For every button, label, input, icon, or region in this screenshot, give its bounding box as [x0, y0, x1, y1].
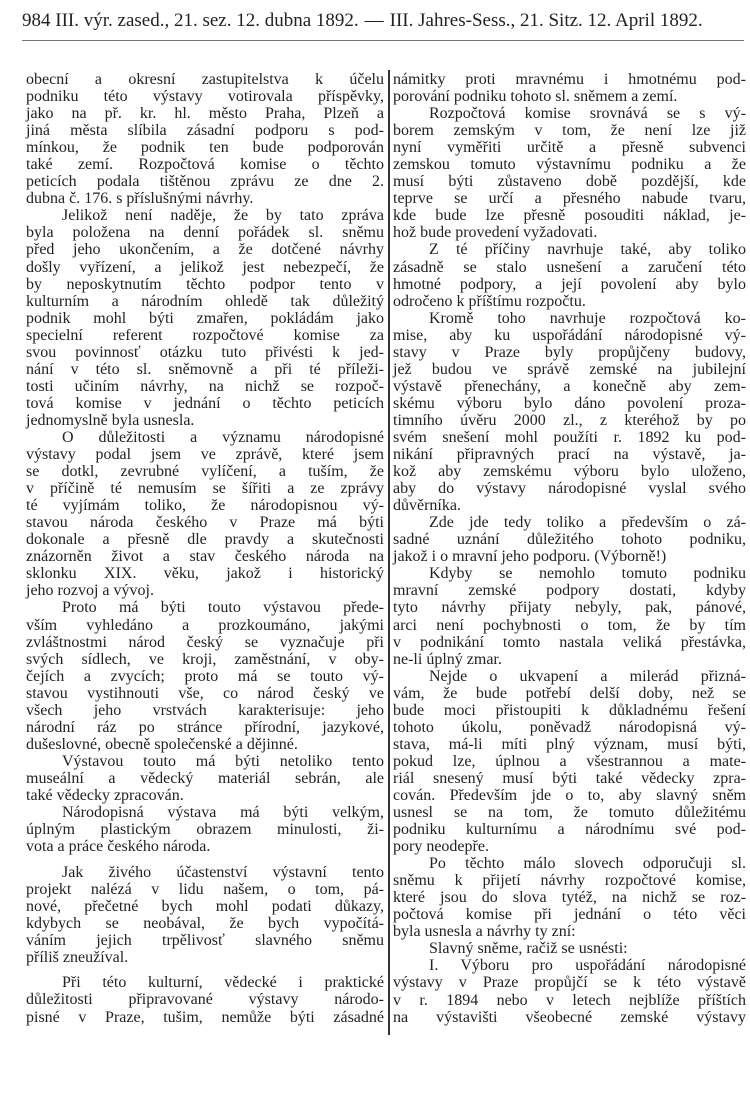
text-line: jeho rozvoj a vývoj. [26, 582, 154, 600]
text-line: sadné uznání důležitého tohoto podniku, [393, 531, 746, 549]
text-line: důležitosti připravované výstavy národo- [26, 991, 384, 1009]
text-line: teprve se určí a přesného nabude tvaru, [393, 190, 746, 208]
text-line: výstavě přenechány, a konečně aby zem- [393, 377, 746, 395]
text-line: důvěrníka. [393, 497, 461, 515]
text-line: podniku této výstavy votirovala příspěvky, [26, 88, 384, 106]
text-line: všech jeho vrstvách karakterisuje: jeho [26, 701, 384, 719]
paragraph [26, 974, 384, 1025]
text-line: hož bude provedení vyžadovati. [393, 224, 598, 242]
text-line: Proto má býti touto výstavou přede- [62, 599, 384, 617]
text-line: Jak živého účastenství výstavní tento [62, 863, 384, 881]
text-line: národní ráz po stránce přírodní, jazykové, [26, 718, 384, 736]
paragraph [26, 804, 384, 855]
text-line: znázorněn život a stav českého národa na [26, 548, 384, 566]
text-line: dokonale a přesně dle pravdy a skutečnosti [26, 531, 384, 549]
text-line: I. Výboru pro uspořádání národopisné [429, 957, 746, 975]
text-line: Národopisná výstava má býti velkým, [62, 804, 384, 822]
text-line: stavou národa českého v Praze má býti [26, 514, 384, 532]
header-rule [22, 40, 744, 41]
text-line: pokud lze, úplnou a všestrannou a mate- [393, 752, 746, 770]
text-line: podniku kulturnímu a národnímu své pod- [393, 821, 746, 839]
text-line: peticích podala tištěnou zprávu ze dne 2. [26, 173, 384, 191]
text-line: svých sídlech, ve kroji, zaměstnání, v oby- [26, 650, 384, 668]
text-line: Kromě toho navrhuje rozpočtová ko- [429, 309, 746, 327]
text-line: na výstavišti všeobecné zemské výstavy [393, 1008, 746, 1026]
text-line: jež budou ve správě zemské na jubilejní [393, 360, 746, 378]
paragraph [393, 668, 746, 856]
paragraph [26, 753, 384, 804]
paragraph [393, 940, 746, 957]
text-line: cován. Především jde o to, aby slavný sněm [393, 786, 746, 804]
text-line: mise, aby ku uspořádání národopisné vý- [393, 326, 746, 344]
text-line: zemskou tomuto výstavnímu podniku a že [393, 156, 746, 174]
text-line: jiná města slíbila zásadní podporu s pod- [26, 122, 384, 140]
text-line: se dotkl, zevrubné vylíčení, a tuším, že [26, 463, 384, 481]
text-line: mravní zemské podpory dostati, kdyby [393, 582, 746, 600]
text-line: arci není pochybnosti o tom, že by tím [393, 616, 746, 634]
text-line: musí býti zůstaveno době pozdější, kde [393, 173, 746, 191]
text-line: v podnikání tomto nastala veliká přestávka, [393, 633, 746, 651]
text-line: tyto návrhy přijaty nebyly, pak, pánové, [393, 599, 746, 617]
text-line: svém snešení mohl použíti r. 1892 ku pod- [393, 428, 746, 446]
text-line: Při této kulturní, vědecké i praktické [62, 974, 384, 992]
text-line: ne-li úplný zmar. [393, 650, 502, 668]
paragraph [26, 429, 384, 599]
text-line: byla usnesla a návrhy ty zní: [393, 923, 576, 941]
text-line: pory neodepře. [393, 838, 489, 856]
text-line: došly vyřízení, a jelikož jest nebezpečí, že [26, 258, 384, 276]
text-line: vším vyhledáno a prozkoumáno, jakými [26, 616, 384, 634]
paragraph [26, 207, 384, 429]
text-line: nové, přečetné bych mohl podati důkazy, [26, 897, 384, 915]
text-line: počtová komise při jednání o této věci [393, 906, 746, 924]
text-line: dušeslovné, obecně společenské a dějinné. [26, 735, 298, 753]
header-german: III. Jahres-Sess., 21. Sitz. 12. April 1892. [389, 10, 703, 31]
text-line: čejích a zvycích; proto má se touto vý- [26, 667, 384, 685]
paragraph [393, 565, 746, 667]
text-line: úplným plastickým obrazem minulosti, ži- [26, 821, 384, 839]
text-line: obecní a okresní zastupitelstva k účelu [26, 71, 384, 88]
text-line: jako na př. kr. hl. město Praha, Plzeň a [26, 105, 384, 123]
text-line: nikání připravných prací na výstavě, ja- [393, 446, 746, 464]
text-line: usnesl se na tom, že tomuto důležitému [393, 804, 746, 822]
text-line: hmotné podpory, a její povolení aby bylo [393, 275, 746, 293]
text-line: nání v této sl. sněmovně a při té příleži- [26, 360, 384, 378]
page-header [22, 2, 744, 40]
paragraph [393, 105, 746, 241]
text-line: kde bude lze přesně posouditi náklad, je- [393, 207, 746, 225]
text-line: kdybych se neobával, že bych vypočítá- [26, 914, 384, 932]
paragraph [26, 864, 384, 966]
text-line: Jelikož není naděje, že by tato zpráva [62, 207, 384, 225]
text-line: Kdyby se nemohlo tomuto podniku [429, 565, 746, 583]
text-line: svou povinnosť otázku tuto přivésti k jed- [26, 343, 384, 361]
header-czech: 984 III. výr. zased., 21. sez. 12. dubna 1892. [22, 10, 359, 31]
text-line: borem zemským v tom, že není lze již [393, 122, 746, 140]
text-line: zvláštnostmi národ český se vyznačuje při [26, 633, 384, 651]
text-line: bude moci přistoupiti k důkladnému řešení [393, 701, 746, 719]
text-line: námitky proti mravnému i hmotnému pod- [393, 71, 746, 88]
right-column [393, 71, 746, 1026]
paragraph [393, 514, 746, 565]
text-line: jednomyslně byla usnesla. [26, 411, 195, 429]
header-dash: — [364, 10, 384, 31]
text-line: sklonku XIX. věku, jakož i historický [26, 565, 384, 583]
text-line: také vědecky zpracován. [26, 786, 184, 804]
text-line: vám, že bude potřebí delší doby, než se [393, 684, 746, 702]
text-line: sněmu k přijetí návrhy rozpočtové komise, [393, 872, 746, 890]
paragraph [26, 71, 384, 207]
paragraph [393, 957, 746, 1025]
column-divider [388, 70, 390, 1035]
text-line: museální a vědecký materiál sebrán, ale [26, 769, 384, 787]
text-line: dubna č. 176. s příslušnými návrhy. [26, 190, 254, 208]
paragraph [393, 71, 746, 105]
text-line: timního úvěru 2000 zl., z kteréhož by po [393, 411, 746, 429]
paragraph [393, 855, 746, 940]
text-line: Nejde o ukvapení a milerád přizná- [429, 667, 746, 685]
text-line: příliš zneužíval. [26, 948, 129, 966]
text-line: aby do výstavy národopisné vyslal svého [393, 480, 746, 498]
text-line: specielní referent rozpočtové komise za [26, 326, 384, 344]
text-line: výstavy v Praze propůjčí se k této výstavě [393, 974, 746, 992]
text-line: nyní vyměřiti určitě a přesně subvenci [393, 139, 746, 157]
text-line: Zde jde tedy toliko a především o zá- [429, 514, 746, 532]
text-line: pisné v Praze, tušim, nemůže býti zásadné [26, 1008, 384, 1026]
text-line: v r. 1894 nebo v letech nejblíže příštích [393, 991, 746, 1009]
text-line: podnik mohl býti zmařen, pokládám jako [26, 309, 384, 327]
text-line: odročeno k příštímu rozpočtu. [393, 292, 586, 310]
text-line: stavou vystihnouti vše, co národ český ve [26, 684, 384, 702]
text-line: Z té příčiny navrhuje také, aby toliko [429, 241, 746, 259]
text-line: riál snesený musí býti také vědecky zpra- [393, 769, 746, 787]
text-line: Výstavou touto má býti netoliko tento [62, 752, 384, 770]
paragraph [393, 241, 746, 309]
text-line: Slavný sněme, račiž se usnésti: [429, 940, 628, 958]
text-line: mínkou, že podnik ten bude podporován [26, 139, 384, 157]
text-line: zásadně se stalo usnešení a zaručení této [393, 258, 746, 276]
paragraph [393, 310, 746, 515]
text-line: projekt nalézá v lidu našem, o tom, pá- [26, 880, 384, 898]
text-line: stava, má-li míti plný význam, musí býti, [393, 735, 746, 753]
text-line: v příčině té nemusím se šířiti a ze zprávy [26, 480, 384, 498]
text-line: skému výboru bylo dáno povolení proza- [393, 394, 746, 412]
text-line: kož aby zemskému výboru bylo uloženo, [393, 463, 746, 481]
text-line: které jsou do slova tytéž, na nichž se roz- [393, 889, 746, 907]
text-line: také zemí. Rozpočtová komise o těchto [26, 156, 384, 174]
text-line: jakož i o mravní jeho podporu. (Výborně!) [393, 548, 667, 566]
text-line: váním jejich trpělivosť slavného sněmu [26, 931, 384, 949]
text-line: kulturním a národním ohledě tak důležitý [26, 292, 384, 310]
text-line: tová komise v jednání o těchto peticích [26, 394, 384, 412]
paragraph [26, 599, 384, 752]
text-line: vota a práce českého národa. [26, 838, 211, 856]
text-line: Rozpočtová komise srovnává se s vý- [429, 105, 746, 123]
text-line: byla položena na denní pořádek sl. sněmu [26, 224, 384, 242]
text-line: stavy v Praze byly propůjčeny budovy, [393, 343, 746, 361]
text-line: před jeho ukončením, a že dotčené návrhy [26, 241, 384, 259]
text-line: té vyjímám toliko, že národopisnou vý- [26, 497, 384, 515]
text-line: tosti učiním návrhy, na nichž se rozpoč- [26, 377, 384, 395]
left-column [26, 71, 384, 1026]
text-line: tohoto úkolu, poněvadž národopisná vý- [393, 718, 746, 736]
text-line: by neposkytnutím těchto podpor tento v [26, 275, 384, 293]
text-line: porování podniku tohoto sl. sněmem a zemí. [393, 88, 678, 106]
text-line: O důležitosti a významu národopisné [62, 428, 384, 446]
text-line: Po těchto málo slovech odporučuji sl. [429, 855, 746, 873]
text-line: výstavy podal jsem ve zprávě, které jsem [26, 446, 384, 464]
